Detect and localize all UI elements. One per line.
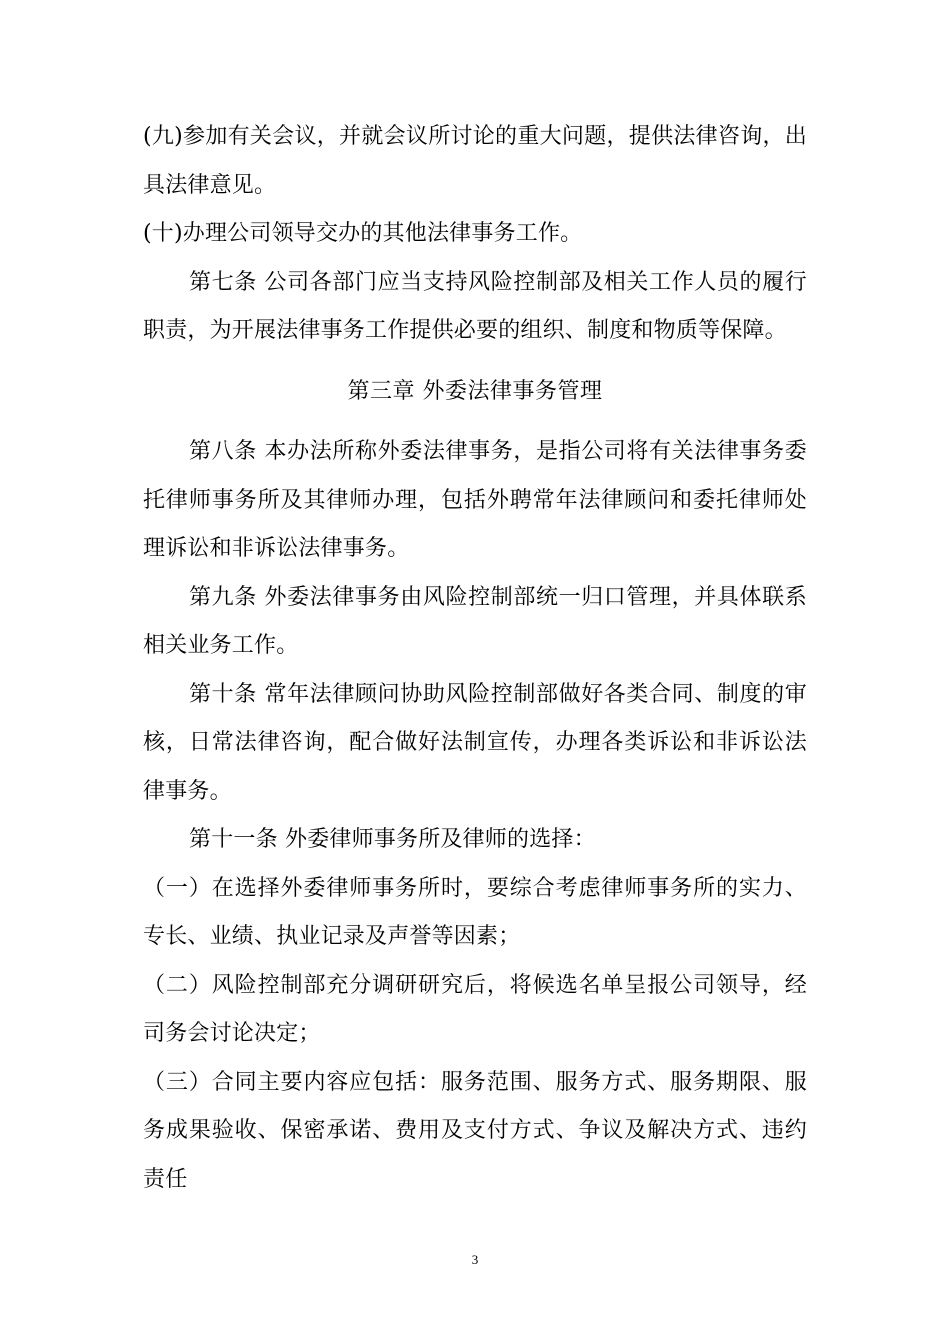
- article-ten: 第十条 常年法律顾问协助风险控制部做好各类合同、制度的审核，日常法律咨询，配合做好法制宣传，办理各类诉讼和非诉讼法律事务。: [143, 681, 807, 804]
- article-eight: 第八条 本办法所称外委法律事务，是指公司将有关法律事务委托律师事务所及其律师办理，包括外聘常年法律顾问和委托律师处理诉讼和非诉讼法律事务。: [143, 439, 807, 561]
- article-nine: 第九条 外委法律事务由风险控制部统一归口管理，并具体联系相关业务工作。: [143, 584, 807, 658]
- document-body: [143, 113, 807, 1204]
- item-three: （三）合同主要内容应包括：服务范围、服务方式、服务期限、服务成果验收、保密承诺、费用及支付方式、争议及解决方式、违约责任: [143, 1069, 807, 1192]
- article-eleven: 第十一条 外委律师事务所及律师的选择：: [189, 827, 596, 852]
- item-nine: (九)参加有关会议，并就会议所讨论的重大问题，提供法律咨询，出具法律意见。: [143, 124, 807, 198]
- item-two: （二）风险控制部充分调研研究后，将候选名单呈报公司领导，经司务会讨论决定；: [143, 972, 807, 1046]
- item-one: （一）在选择外委律师事务所时，要综合考虑律师事务所的实力、专长、业绩、执业记录及声誉等因素；: [143, 875, 807, 949]
- article-seven: 第七条 公司各部门应当支持风险控制部及相关工作人员的履行职责，为开展法律事务工作提供必要的组织、制度和物质等保障。: [143, 269, 807, 343]
- page-number: 3: [471, 1252, 479, 1267]
- item-ten: (十)办理公司领导交办的其他法律事务工作。: [143, 221, 583, 246]
- chapter-heading: 第三章 外委法律事务管理: [347, 378, 603, 404]
